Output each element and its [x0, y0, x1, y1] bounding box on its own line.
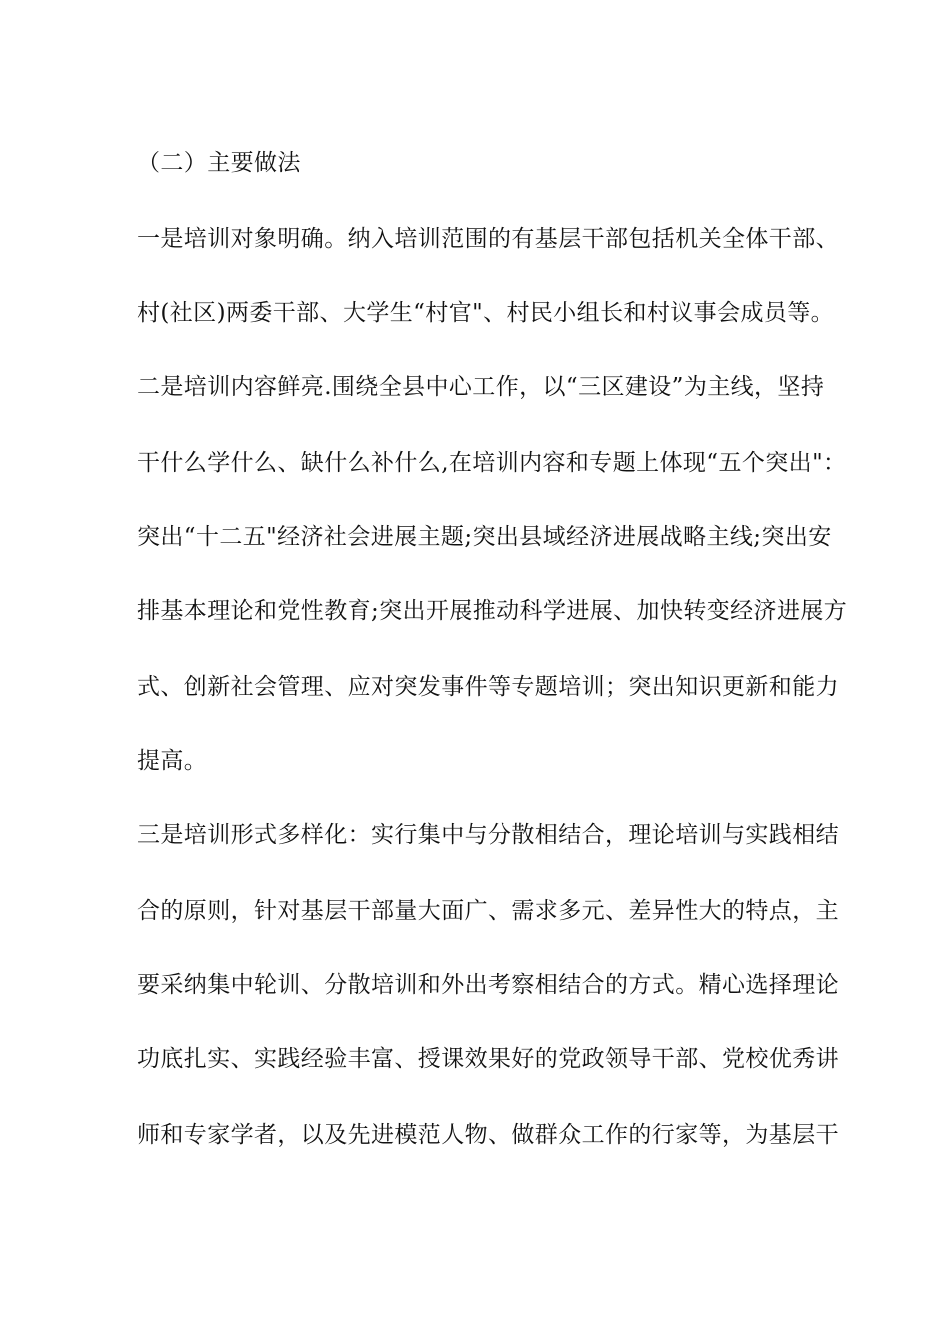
text-line: 排基本理论和党性教育;突出开展推动科学进展、加快转变经济进展方 — [137, 598, 848, 624]
text-line: 师和专家学者，以及先进模范人物、做群众工作的行家等，为基层干 — [137, 1122, 839, 1148]
text-line: 提高。 — [137, 748, 208, 774]
text-line: 式、创新社会管理、应对突发事件等专题培训；突出知识更新和能力 — [137, 674, 839, 700]
text-line: 一是培训对象明确。纳入培训范围的有基层干部包括机关全体干部、 — [137, 226, 839, 252]
text-line: 二是培训内容鲜亮.围绕全县中心工作，以“三区建设”为主线，坚持 — [137, 374, 825, 400]
text-line: 功底扎实、实践经验丰富、授课效果好的党政领导干部、党校优秀讲 — [137, 1046, 839, 1072]
text-line: 村(社区)两委干部、大学生“村官"、村民小组长和村议事会成员等。 — [137, 300, 835, 326]
text-line: 三是培训形式多样化：实行集中与分散相结合，理论培训与实践相结 — [137, 822, 839, 848]
text-line: 合的原则，针对基层干部量大面广、需求多元、差异性大的特点，主 — [137, 898, 839, 924]
section-heading: （二）主要做法 — [137, 150, 301, 176]
text-line: 突出“十二五"经济社会进展主题;突出县域经济进展战略主线;突出安 — [137, 524, 832, 550]
text-line: 要采纳集中轮训、分散培训和外出考察相结合的方式。精心选择理论 — [137, 972, 839, 998]
text-line: 干什么学什么、缺什么补什么,在培训内容和专题上体现“五个突出"： — [137, 450, 847, 476]
